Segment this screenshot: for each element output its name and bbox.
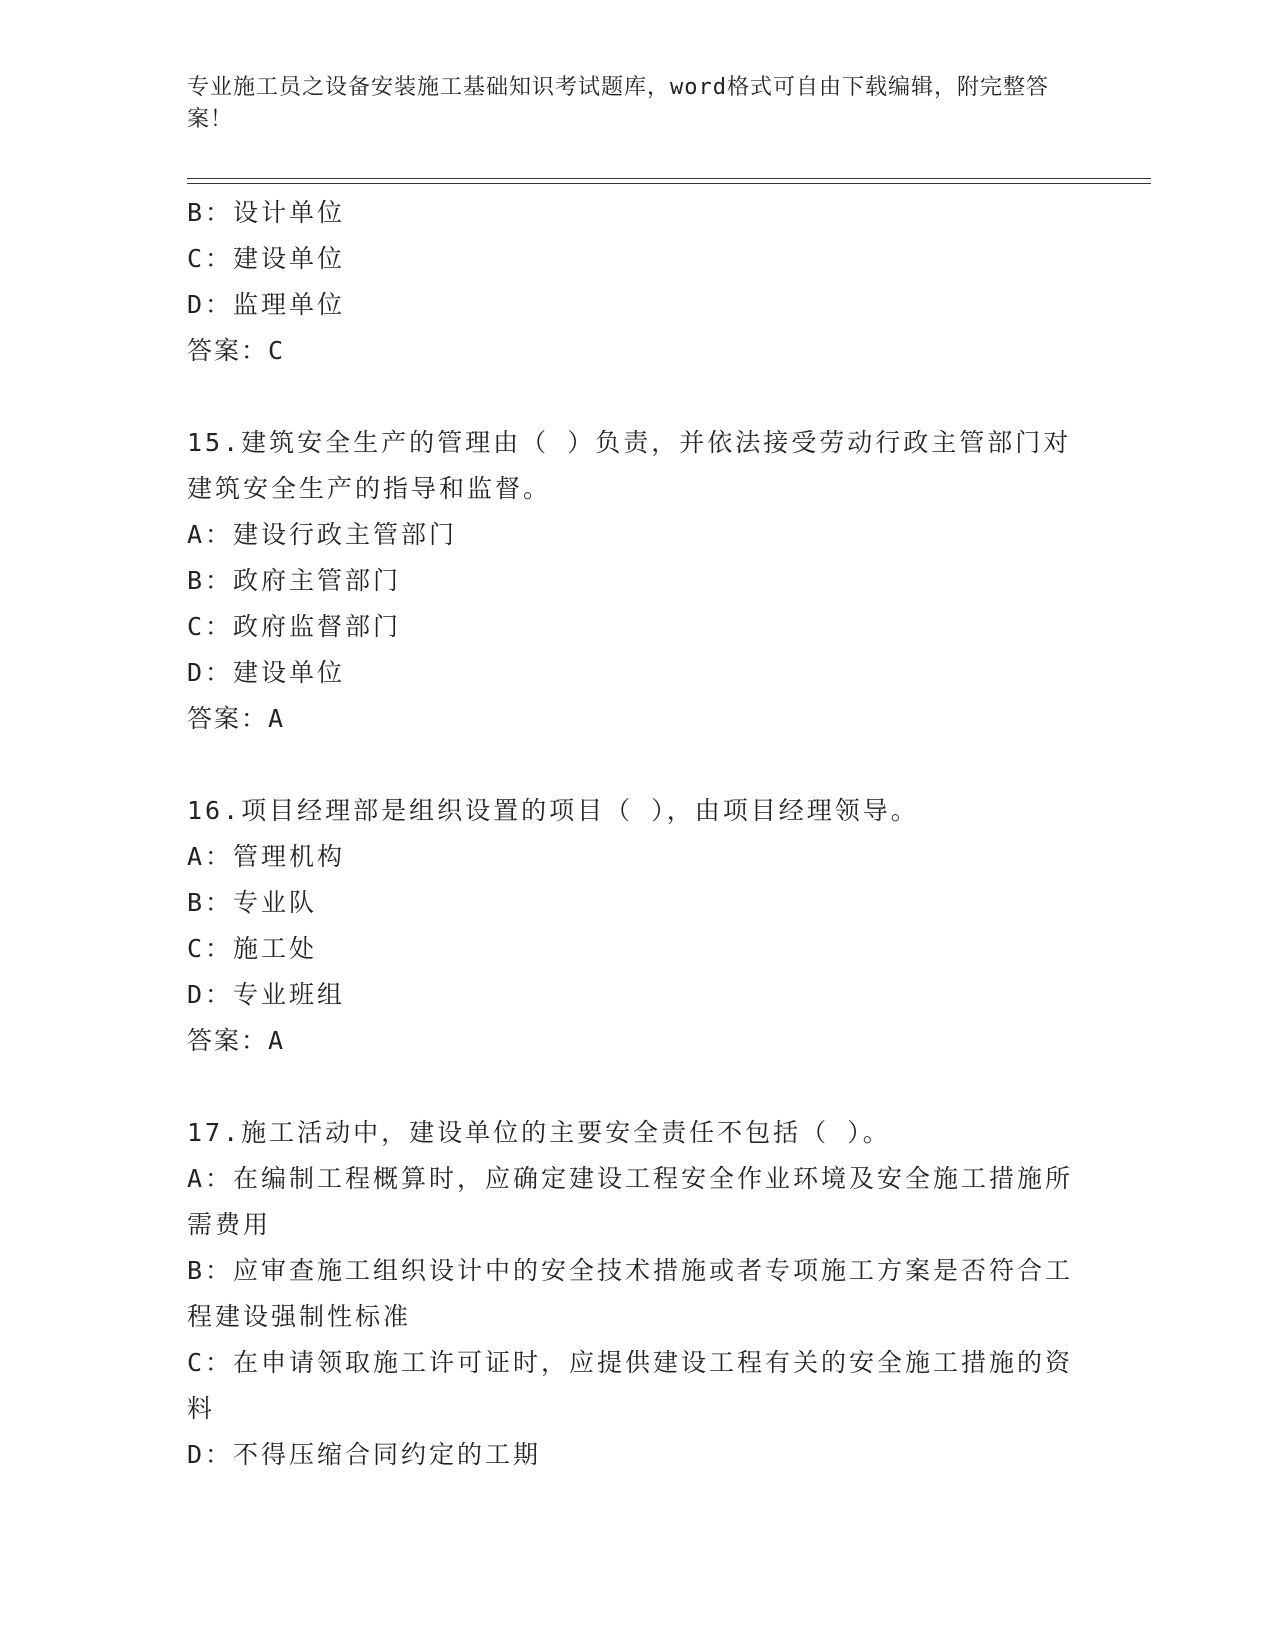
option-b: B：政府主管部门 — [187, 566, 402, 595]
prev-question-block — [187, 190, 1087, 374]
option-d: D：专业班组 — [187, 980, 346, 1009]
question-16-block — [187, 788, 1087, 1064]
option-d: D：不得压缩合同约定的工期 — [187, 1440, 542, 1469]
spacer — [187, 742, 1087, 788]
option-d: D：建设单位 — [187, 658, 346, 687]
answer: 答案：C — [187, 336, 286, 365]
spacer — [187, 374, 1087, 420]
option-b: B：专业队 — [187, 888, 318, 917]
option-a: A：管理机构 — [187, 842, 346, 871]
option-c: C：建设单位 — [187, 244, 346, 273]
option-b: B：设计单位 — [187, 198, 346, 227]
option-d: D：监理单位 — [187, 290, 346, 319]
option-a: A：建设行政主管部门 — [187, 520, 458, 549]
option-c: C：政府监督部门 — [187, 612, 402, 641]
option-b: B：应审查施工组织设计中的安全技术措施或者专项施工方案是否符合工程建设强制性标准 — [187, 1256, 1074, 1331]
header-divider-top — [187, 178, 1151, 179]
question-stem: 15.建筑安全生产的管理由（ ）负责，并依法接受劳动行政主管部门对建筑安全生产的指导和监督。 — [187, 428, 1072, 503]
question-content — [187, 190, 1087, 1478]
document-header: 专业施工员之设备安装施工基础知识考试题库，word格式可自由下载编辑，附完整答案！ — [187, 75, 1049, 132]
option-c: C：在申请领取施工许可证时，应提供建设工程有关的安全施工措施的资料 — [187, 1348, 1074, 1423]
question-stem: 17.施工活动中，建设单位的主要安全责任不包括（ ）。 — [187, 1118, 891, 1147]
question-15-block — [187, 420, 1087, 742]
spacer — [187, 1064, 1087, 1110]
answer: 答案：A — [187, 704, 286, 733]
option-a: A：在编制工程概算时，应确定建设工程安全作业环境及安全施工措施所需费用 — [187, 1164, 1074, 1239]
option-c: C：施工处 — [187, 934, 318, 963]
header-divider-bottom — [187, 183, 1151, 184]
question-stem: 16.项目经理部是组织设置的项目（ ），由项目经理领导。 — [187, 796, 919, 825]
answer: 答案：A — [187, 1026, 286, 1055]
question-17-block — [187, 1110, 1087, 1478]
